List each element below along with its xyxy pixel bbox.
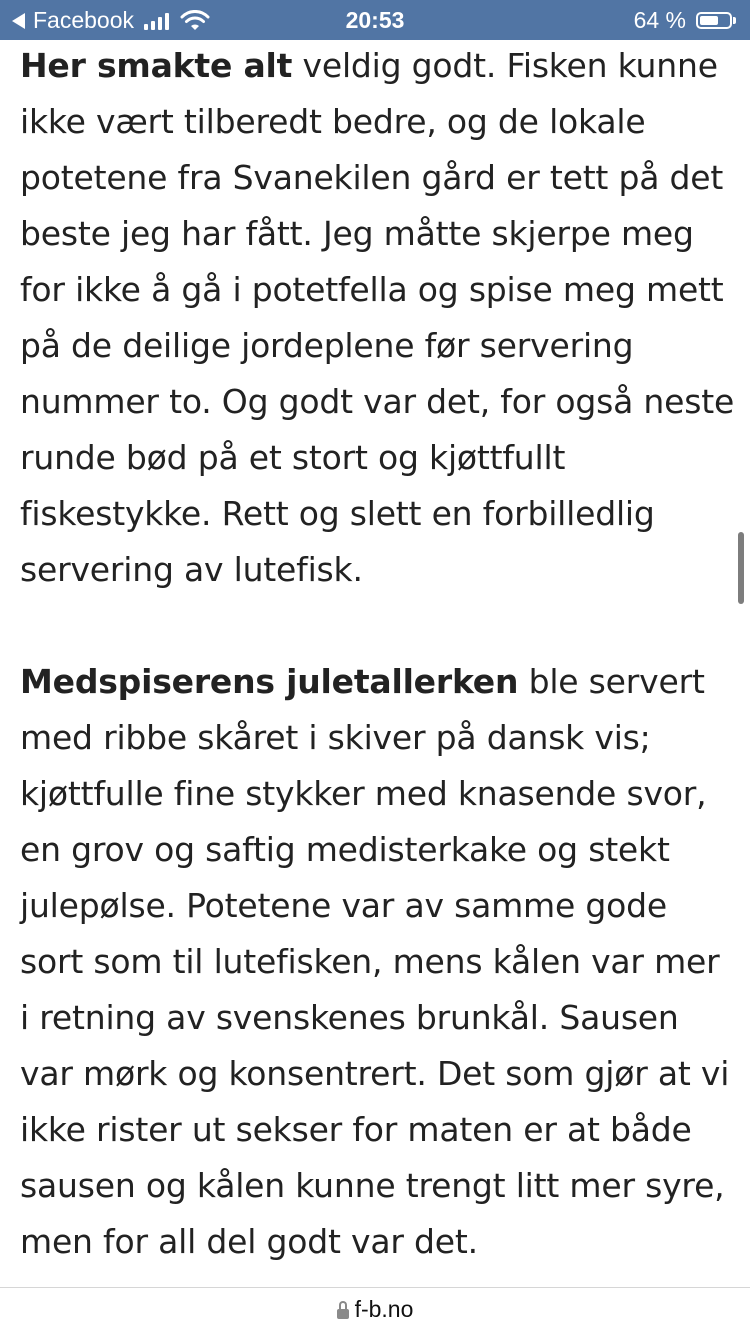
battery-percent: 64 %: [633, 7, 686, 33]
status-time: 20:53: [345, 7, 405, 33]
battery-fill: [700, 16, 718, 25]
paragraph-2-text: ble servert med ribbe skåret i skiver på dansk vis; kjøttfulle fine stykker med knasende svor, en grov og saftig medisterkake og stekt julepølse. Potetene var av samme gode sort som til lutefisken, mens kålen var mer i retning av svenskenes brunkål. Sausen var mørk og konsentrert. Det som gjør at vi ikke rister ut sekser for maten er at både sausen og kålen kunne trengt litt mer syre, men for all del godt var det.: [20, 662, 730, 1261]
status-bar: [0, 0, 750, 40]
lock-icon: [337, 1301, 349, 1319]
address-bar[interactable]: [0, 1296, 750, 1323]
paragraph-1-text: veldig godt. Fisken kunne ikke vært tilberedt bedre, og de lokale potetene fra Svanekilen gård er tett på det beste jeg har fått. Jeg måtte skjerpe meg for ikke å gå i potetfella og spise meg mett på de deilige jordeplene før servering nummer to. Og godt var det, for også neste runde bød på et stort og kjøttfullt fiskestykke. Rett og slett en forbilledlig servering av lutefisk.: [20, 46, 735, 589]
article-paragraph-2: [20, 654, 735, 1270]
battery-tip: [733, 17, 736, 24]
status-right: [634, 7, 736, 34]
article-body: [20, 38, 735, 1326]
back-to-app-label[interactable]: Facebook: [33, 7, 135, 33]
url-text[interactable]: f-b.no: [354, 1296, 414, 1322]
scroll-indicator[interactable]: [738, 532, 744, 604]
browser-bottom-bar: [0, 1287, 750, 1334]
article-paragraph-1: [20, 38, 735, 598]
paragraph-1-bold-lead: Her smakte alt: [20, 46, 293, 85]
battery-icon: [696, 12, 732, 29]
paragraph-2-bold-lead: Medspiserens juletallerken: [20, 662, 519, 701]
